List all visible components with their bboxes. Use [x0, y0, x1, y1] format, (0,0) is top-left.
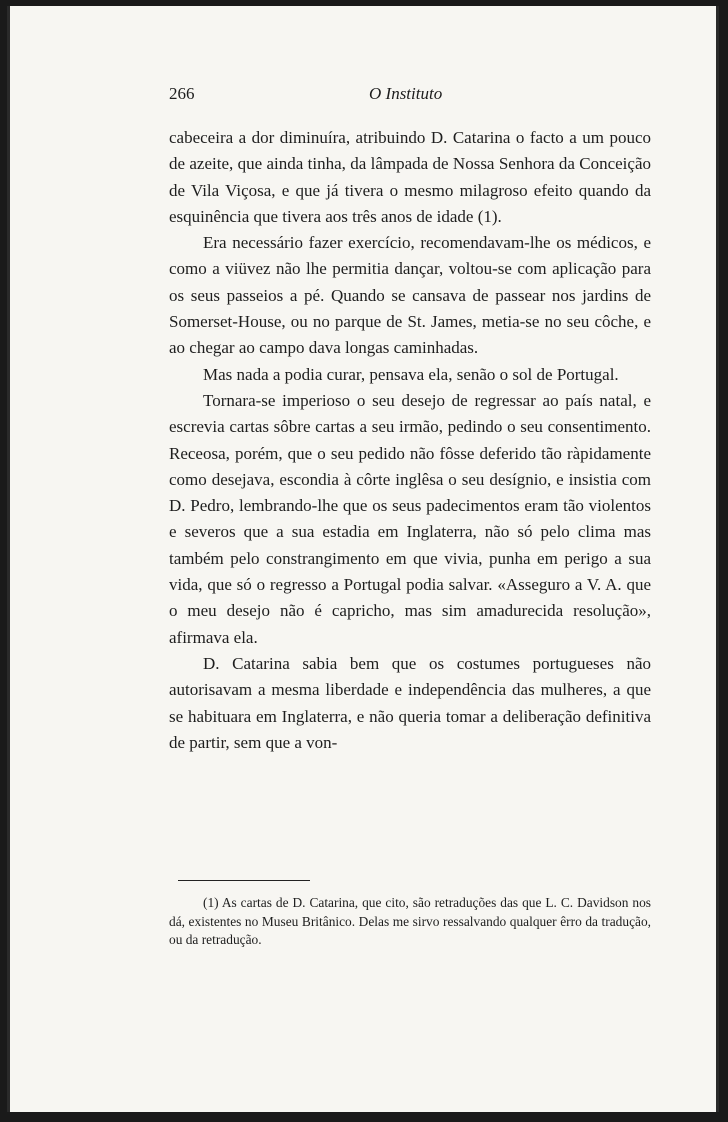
footnote-text: As cartas de D. Catarina, que cito, são retraduções das que L. C. Davidson nos dá, existentes no Museu Britânico. Delas me sirvo ressalvando qualquer êrro da tradução, ou da retradução.	[169, 895, 651, 947]
paragraph-5: D. Catarina sabia bem que os costumes portugueses não autorisavam a mesma liberdade e independência das mulheres, a que se habituara em Inglaterra, e não queria tomar a deliberação definitiva de partir, sem que a von-	[169, 653, 651, 752]
book-page	[7, 6, 719, 1112]
page-header	[169, 84, 651, 108]
page-number: 266	[169, 84, 195, 103]
footnote-rule	[178, 880, 310, 881]
paragraph-1-text: cabeceira a dor diminuíra, atribuindo D. Catarina o facto a um pouco de azeite, que ainda tinha, da lâmpada de Nossa Senhora da Conceição de Vila Viçosa, e que já tivera o mesmo milagroso efeito quando da esquinência que tivera aos três anos de idade	[169, 128, 651, 226]
body-text	[169, 125, 651, 756]
paragraph-1-end: .	[497, 206, 502, 226]
running-title: O Instituto	[369, 84, 443, 103]
paragraph-3: Mas nada a podia curar, pensava ela, senão o sol de Portugal.	[203, 364, 619, 384]
footnote-reference: (1)	[477, 206, 498, 226]
paragraph-4: Tornara-se imperioso o seu desejo de regressar ao país natal, e escrevia cartas sôbre cartas a seu irmão, pedindo o seu consentimento. Receosa, porém, que o seu pedido não fôsse deferido tão ràpidamente como desejava, escondia à côrte inglêsa o seu desígnio, e insistia com D. Pedro, lembrando-lhe que os seus padecimentos eram tão violentos e severos que a sua estadia em Inglaterra, não só pelo clima mas também pelo constrangimento em que vivia, punha em perigo a sua vida, que só o regresso a Portugal podia salvar. «Asseguro a V. A. que o meu desejo não é capricho, mas sim amadurecida resolução», afirmava ela.	[169, 390, 651, 647]
paragraph-2: Era necessário fazer exercício, recomendavam-lhe os médicos, e como a viüvez não lhe permitia dançar, voltou-se com aplicação para os seus passeios a pé. Quando se cansava de passear nos jardins de Somerset-House, ou no parque de St. James, metia-se no seu côche, e ao chegar ao campo dava longas caminhadas.	[169, 233, 651, 358]
footnote	[169, 894, 651, 950]
footnote-marker: (1)	[203, 895, 219, 910]
paragraph-1	[169, 125, 651, 230]
